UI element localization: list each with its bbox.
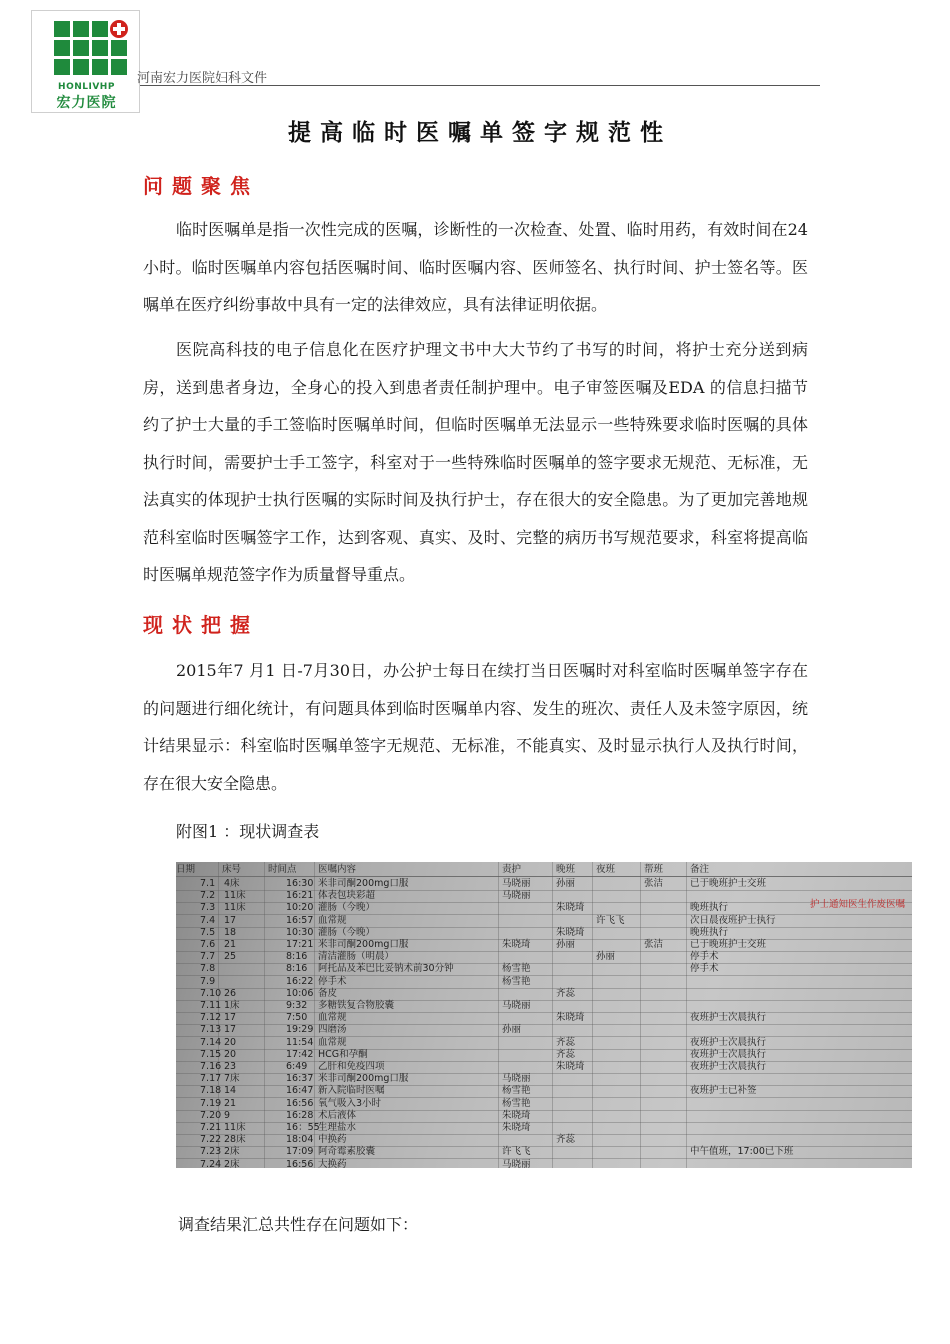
table-cell: 马晓丽 [502, 1158, 531, 1168]
table-cell: 18 [224, 926, 237, 938]
table-cell: 多糖铁复合物胶囊 [318, 1000, 395, 1011]
survey-table-header [176, 864, 912, 877]
table-row [176, 1085, 912, 1098]
table-row [176, 1024, 912, 1037]
table-cell: 7.24 [200, 1158, 222, 1168]
table-cell: 21 [224, 939, 237, 950]
table-cell: 14 [224, 1085, 237, 1097]
table-cell: 许飞飞 [596, 914, 625, 926]
table-cell: 血常规 [318, 914, 347, 926]
table-cell: 18:04 [286, 1134, 314, 1146]
survey-table-photo [176, 862, 912, 1168]
table-row [176, 902, 912, 915]
table-cell: 2床 [224, 1146, 240, 1158]
table-cell: 清洁灌肠（明晨） [318, 951, 395, 963]
table-cell: 夜班护士次晨执行 [690, 1036, 767, 1048]
table-cell: 17 [224, 1024, 237, 1036]
table-cell: 23 [224, 1061, 237, 1072]
table-cell: 11:54 [286, 1036, 314, 1048]
paragraph-background: 医院高科技的电子信息化在医疗护理文书中大大节约了书写的时间，将护士充分送到病房，送到患者身边，全身心的投入到患者责任制护理中。电子审签医嘱及EDA 的信息扫描节约了护士大量的手工签临时医嘱单时间，但临时医嘱单无法显示一些特殊要求临时医嘱的具体执行时间，需要护士手工签字，科室对于一些特殊临时医嘱单的签字要求无规范、无标准，无法真实的体现护士执行医嘱的实际时间及执行护士，存在很大的安全隐患。为了更加完善地规范科室临时医嘱签字工作，达到客观、真实、及时、完整的病历书写规范要求，科室将提高临时医嘱单规范签字作为质量督导重点。 [143, 340, 808, 584]
table-cell: 备皮 [318, 987, 338, 999]
table-cell: 马晓丽 [502, 1073, 531, 1085]
table-cell: 术后液体 [318, 1109, 357, 1121]
table-cell: 9:32 [286, 1000, 308, 1011]
paragraph-survey: 2015年7 月1 日-7月30日，办公护士每日在续打当日医嘱时对科室临时医嘱单签字存在的问题进行细化统计，有问题具体到临时医嘱单内容、发生的班次、责任人及未签字原因，统计结果显示：科室临时医嘱单签字无规范、无标准，不能真实、及时显示执行人及执行时间，存在很大安全隐患。 [143, 661, 808, 793]
table-cell: 生理盐水 [318, 1122, 357, 1133]
table-cell: 16:56 [286, 1097, 314, 1109]
table-cell: 16:57 [286, 914, 314, 926]
table-row [176, 976, 912, 989]
table-cell: 中午值班，17:00已下班 [690, 1146, 794, 1158]
table-cell: 已于晚班护士交班 [690, 939, 767, 950]
table-cell: 血常规 [318, 1036, 347, 1048]
table-cell: 7.9 [200, 975, 216, 987]
table-row [176, 1159, 912, 1168]
table-cell: 朱晓琦 [502, 1109, 531, 1121]
table-cell: 张洁 [644, 878, 664, 889]
logo-grid-icon [32, 11, 139, 81]
table-cell: 朱晓琦 [556, 902, 585, 914]
table-cell: 16:22 [286, 975, 314, 987]
table-cell: 孙丽 [502, 1024, 522, 1036]
table-cell: 16:21 [286, 890, 314, 902]
table-cell: 血常规 [318, 1012, 347, 1024]
table-cell: 17:21 [286, 939, 314, 950]
table-column-header: 床号 [222, 864, 242, 875]
table-cell: 朱晓琦 [556, 926, 585, 938]
table-cell: 17:42 [286, 1048, 314, 1060]
table-row [176, 988, 912, 1001]
table-cell: 杨雪艳 [502, 1097, 531, 1109]
table-cell: 7.14 [200, 1036, 222, 1048]
table-row [176, 1012, 912, 1025]
table-row [176, 927, 912, 940]
table-cell: 16:56 [286, 1158, 314, 1168]
table-cell: 中换药 [318, 1134, 347, 1146]
table-cell: 10:06 [286, 987, 314, 999]
table-cell: 16:30 [286, 878, 314, 889]
table-cell: 灌肠（今晚） [318, 926, 376, 938]
table-cell: 28床 [224, 1134, 246, 1146]
table-cell: 7.11 [200, 1000, 222, 1011]
table-cell: 7.17 [200, 1073, 222, 1085]
hospital-logo [31, 10, 140, 113]
table-cell: 11床 [224, 902, 246, 914]
table-cell: 齐蕊 [556, 1036, 576, 1048]
table-cell: 7.16 [200, 1061, 222, 1072]
survey-side-note: 护士通知医生作废医嘱 [810, 899, 906, 910]
table-cell: 7.13 [200, 1024, 222, 1036]
table-cell: 7.8 [200, 963, 216, 975]
table-cell: 体表包块彩超 [318, 890, 376, 902]
document-title: 提高临时医嘱单签字规范性 [288, 120, 672, 146]
table-cell: 11床 [224, 890, 246, 902]
table-cell: 17:09 [286, 1146, 314, 1158]
table-cell: 马晓丽 [502, 890, 531, 902]
table-column-header: 晚班 [556, 864, 576, 875]
table-row [176, 939, 912, 952]
table-cell: 16:47 [286, 1085, 314, 1097]
table-cell: 停手术 [690, 963, 719, 975]
table-cell: 大换药 [318, 1158, 347, 1168]
red-cross-icon [110, 20, 128, 38]
table-cell: 孙丽 [596, 951, 616, 963]
table-cell: 晚班执行 [690, 902, 729, 914]
paragraph-definition: 临时医嘱单是指一次性完成的医嘱，诊断性的一次检查、处置、临时用药，有效时间在24小时。临时医嘱单内容包括医嘱时间、临时医嘱内容、医师签名、执行时间、护士签名等。医嘱单在医疗纠纷事故中具有一定的法律效应，具有法律证明依据。 [143, 220, 808, 314]
table-cell: 马晓丽 [502, 878, 531, 889]
figure-caption: 附图1 ：现状调查表 [176, 822, 320, 841]
table-cell: 7.4 [200, 914, 216, 926]
table-row [176, 1134, 912, 1147]
table-cell: 四磨汤 [318, 1024, 347, 1036]
table-cell: 夜班护士次晨执行 [690, 1061, 767, 1072]
table-cell: 11床 [224, 1122, 246, 1133]
table-row [176, 915, 912, 928]
header-note: 河南宏力医院妇科文件 [137, 71, 268, 86]
table-cell: 7:50 [286, 1012, 308, 1024]
table-cell: 停手术 [318, 975, 347, 987]
table-cell: 杨雪艳 [502, 1085, 531, 1097]
table-cell: 7床 [224, 1073, 240, 1085]
table-cell: 7.12 [200, 1012, 222, 1024]
table-cell: 朱晓琦 [502, 1122, 531, 1133]
table-column-header: 日期 [176, 864, 196, 875]
table-column-header: 帮班 [644, 864, 664, 875]
table-row [176, 1049, 912, 1062]
table-cell: 米非司酮200mg口服 [318, 1073, 409, 1085]
table-cell: 7.23 [200, 1146, 222, 1158]
table-cell: 26 [224, 987, 237, 999]
table-cell: 7.3 [200, 902, 216, 914]
table-row [176, 1061, 912, 1074]
table-row [176, 1000, 912, 1013]
table-cell: 晚班执行 [690, 926, 729, 938]
table-cell: 许飞飞 [502, 1146, 531, 1158]
table-cell: 氧气吸入3小时 [318, 1097, 382, 1109]
closing-line: 调查结果汇总共性存在问题如下： [178, 1215, 419, 1234]
table-cell: 7.21 [200, 1122, 222, 1133]
section-heading-problem-focus: 问题聚焦 [143, 174, 259, 198]
table-cell: 10:20 [286, 902, 314, 914]
table-cell: 9 [224, 1109, 231, 1121]
table-row [176, 1037, 912, 1050]
table-row [176, 951, 912, 964]
table-cell: 10:30 [286, 926, 314, 938]
table-cell: 孙丽 [556, 939, 576, 950]
table-cell: 20 [224, 1036, 237, 1048]
table-cell: 米非司酮200mg口服 [318, 939, 409, 950]
table-row [176, 1098, 912, 1111]
table-cell: 灌肠（今晚） [318, 902, 376, 914]
table-cell: 7.10 [200, 987, 222, 999]
table-cell: 停手术 [690, 951, 719, 963]
table-cell: 齐蕊 [556, 987, 576, 999]
table-cell: 夜班护士次晨执行 [690, 1048, 767, 1060]
table-cell: 7.15 [200, 1048, 222, 1060]
table-cell: 21 [224, 1097, 237, 1109]
table-cell: 阿托品及苯巴比妥钠术前30分钟 [318, 963, 454, 975]
table-column-header: 责护 [502, 864, 522, 875]
table-cell: 齐蕊 [556, 1048, 576, 1060]
table-cell: 7.5 [200, 926, 216, 938]
table-column-header: 时间点 [268, 864, 297, 875]
table-row [176, 890, 912, 903]
table-cell: 马晓丽 [502, 1000, 531, 1011]
table-cell: 8:16 [286, 951, 308, 963]
table-cell: 7.2 [200, 890, 216, 902]
table-cell: 20 [224, 1048, 237, 1060]
table-cell: 朱晓琦 [502, 939, 531, 950]
table-cell: 1床 [224, 1000, 240, 1011]
table-column-header: 夜班 [596, 864, 616, 875]
table-cell: 19:29 [286, 1024, 314, 1036]
table-cell: 朱晓琦 [556, 1061, 585, 1072]
table-cell: HCG和孕酮 [318, 1048, 368, 1060]
table-row [176, 878, 912, 891]
table-cell: 7.7 [200, 951, 216, 963]
table-cell: 17 [224, 1012, 237, 1024]
table-cell: 已于晚班护士交班 [690, 878, 767, 889]
table-cell: 次日晨夜班护士执行 [690, 914, 776, 926]
table-cell: 杨雪艳 [502, 963, 531, 975]
table-row [176, 963, 912, 976]
table-cell: 阿奇霉素胶囊 [318, 1146, 376, 1158]
table-cell: 16：55 [286, 1122, 320, 1133]
table-row [176, 1073, 912, 1086]
table-row [176, 1122, 912, 1135]
table-cell: 7.20 [200, 1109, 222, 1121]
table-cell: 米非司酮200mg口服 [318, 878, 409, 889]
table-cell: 齐蕊 [556, 1134, 576, 1146]
logo-english-name: HONLIVHP [58, 82, 115, 92]
table-cell: 16:37 [286, 1073, 314, 1085]
logo-chinese-name: 宏力医院 [56, 95, 117, 111]
table-cell: 朱晓琦 [556, 1012, 585, 1024]
table-cell: 7.18 [200, 1085, 222, 1097]
table-column-header: 医嘱内容 [318, 864, 357, 875]
table-cell: 夜班护士次晨执行 [690, 1012, 767, 1024]
table-cell: 17 [224, 914, 237, 926]
table-cell: 7.19 [200, 1097, 222, 1109]
table-cell: 孙丽 [556, 878, 576, 889]
table-row [176, 1146, 912, 1159]
table-cell: 4床 [224, 878, 240, 889]
table-cell: 杨雪艳 [502, 975, 531, 987]
table-column-header: 备注 [690, 864, 710, 875]
table-cell: 7.1 [200, 878, 216, 889]
table-cell: 16:28 [286, 1109, 314, 1121]
table-cell: 新入院临时医嘱 [318, 1085, 385, 1097]
section-heading-current-status: 现状把握 [143, 613, 259, 637]
table-cell: 7.22 [200, 1134, 222, 1146]
table-cell: 夜班护士已补签 [690, 1085, 757, 1097]
table-row [176, 1110, 912, 1123]
table-cell: 张洁 [644, 939, 664, 950]
table-cell: 2床 [224, 1158, 240, 1168]
table-cell: 8:16 [286, 963, 308, 975]
table-cell: 乙肝和免疫四项 [318, 1061, 385, 1072]
table-cell: 7.6 [200, 939, 216, 950]
table-cell: 25 [224, 951, 237, 963]
header-divider [140, 85, 820, 86]
table-cell: 6:49 [286, 1061, 308, 1072]
